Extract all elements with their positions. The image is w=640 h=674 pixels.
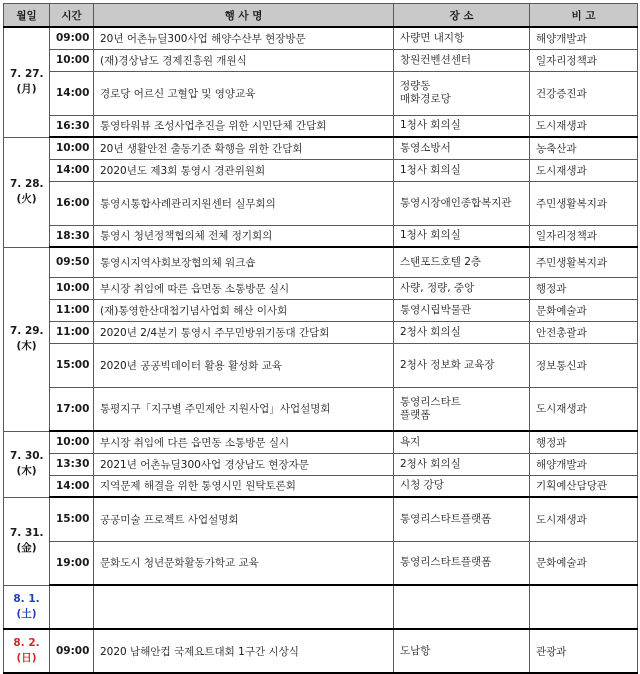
date-cell: [4, 497, 50, 585]
table-row: [4, 629, 638, 673]
table-row: [4, 299, 638, 321]
place-line: 2청사 회의실: [400, 325, 461, 338]
note-cell: 일자리정책과: [530, 225, 638, 247]
event-cell: 2020년 2/4분기 통영시 주무민방위기동대 간담회: [94, 321, 394, 343]
time-cell: 10:00: [50, 137, 94, 159]
place-cell: [394, 387, 530, 431]
table-row: [4, 225, 638, 247]
time-cell: 09:00: [50, 27, 94, 49]
table-row: [4, 431, 638, 453]
table-row: [4, 321, 638, 343]
header-place: 장 소: [394, 4, 530, 28]
place-line: 통영시장애인종합복지관: [400, 196, 512, 209]
event-cell: 20년 어촌뉴딜300사업 해양수산부 현장방문: [94, 27, 394, 49]
place-cell: [394, 27, 530, 49]
place-line: 1청사 회의실: [400, 163, 461, 176]
place-cell: [394, 431, 530, 453]
note-cell: 건강증진과: [530, 71, 638, 115]
place-cell: [394, 159, 530, 181]
header-event: 행 사 명: [94, 4, 394, 28]
place-cell: [394, 225, 530, 247]
table-row: [4, 247, 638, 277]
date-cell: [4, 247, 50, 431]
time-cell: 11:00: [50, 321, 94, 343]
table-row: [4, 343, 638, 387]
table-row: [4, 541, 638, 585]
place-cell: [394, 629, 530, 673]
event-cell: 2021년 어촌뉴딜300사업 경상남도 현장자문: [94, 453, 394, 475]
weekday-label: (土): [16, 607, 37, 620]
note-cell: 안전총괄과: [530, 321, 638, 343]
note-cell: 문화예술과: [530, 541, 638, 585]
time-cell: 09:50: [50, 247, 94, 277]
place-cell: [394, 453, 530, 475]
date-label: 8. 1.: [13, 592, 40, 605]
date-label: 7. 29.: [10, 325, 44, 337]
header-time: 시간: [50, 4, 94, 28]
place-cell: [394, 321, 530, 343]
event-cell: 부시장 취임에 다른 읍면동 소통방문 실시: [94, 431, 394, 453]
table-row: [4, 277, 638, 299]
date-cell: [4, 585, 50, 629]
event-cell: 경로당 어르신 고혈압 및 영양교육: [94, 71, 394, 115]
time-cell: 15:00: [50, 497, 94, 541]
time-cell: 16:30: [50, 115, 94, 137]
event-cell: 공공미술 프로젝트 사업설명회: [94, 497, 394, 541]
note-cell: 주민생활복지과: [530, 247, 638, 277]
place-cell: [394, 71, 530, 115]
event-cell: 통평지구「지구별 주민제안 지원사업」사업설명회: [94, 387, 394, 431]
table-row: [4, 453, 638, 475]
place-line: 1청사 회의실: [400, 229, 461, 242]
place-line: 1청사 회의실: [400, 119, 461, 132]
date-label: 7. 28.: [10, 178, 44, 190]
weekday-label: (火): [16, 193, 37, 205]
place-cell: [394, 541, 530, 585]
table-row: [4, 387, 638, 431]
time-cell: 10:00: [50, 277, 94, 299]
note-cell: 기획예산담당관: [530, 475, 638, 497]
note-cell: 행정과: [530, 277, 638, 299]
event-cell: (재)통영한산대첩기념사업회 해산 이사회: [94, 299, 394, 321]
time-cell: 19:00: [50, 541, 94, 585]
table-row: [4, 585, 638, 629]
place-line: 통영리스타트: [400, 395, 461, 408]
note-cell: 도시재생과: [530, 497, 638, 541]
place-line: 정량동: [400, 80, 431, 92]
place-line: 2청사 정보화 교육장: [400, 358, 495, 371]
place-line: 통영리스타트플랫폼: [400, 556, 492, 569]
place-line: 창원컨벤션센터: [400, 53, 472, 66]
time-cell: 14:00: [50, 475, 94, 497]
time-cell: 14:00: [50, 159, 94, 181]
time-cell: 13:30: [50, 453, 94, 475]
place-line: 통영시립박물관: [400, 303, 472, 316]
time-cell: 16:00: [50, 181, 94, 225]
place-line: 통영리스타트플랫폼: [400, 512, 492, 525]
place-cell: [394, 343, 530, 387]
note-cell: 해양개발과: [530, 453, 638, 475]
date-label: 7. 31.: [10, 527, 44, 539]
time-cell: [50, 585, 94, 629]
weekday-label: (金): [16, 542, 37, 554]
time-cell: 10:00: [50, 431, 94, 453]
header-date: 월일: [4, 4, 50, 28]
place-line: 사량, 정량, 중앙: [400, 281, 475, 294]
note-cell: 도시재생과: [530, 115, 638, 137]
note-cell: 문화예술과: [530, 299, 638, 321]
place-cell: [394, 247, 530, 277]
weekday-label: (木): [16, 465, 37, 477]
place-cell: [394, 137, 530, 159]
time-cell: 11:00: [50, 299, 94, 321]
event-cell: [94, 585, 394, 629]
schedule-body: [4, 27, 638, 673]
table-row: [4, 115, 638, 137]
place-cell: [394, 475, 530, 497]
place-cell: [394, 497, 530, 541]
event-cell: 20년 생활안전 출동기준 확행을 위한 간담회: [94, 137, 394, 159]
time-cell: 15:00: [50, 343, 94, 387]
date-label: 8. 2.: [13, 637, 40, 649]
table-row: [4, 159, 638, 181]
date-label: 7. 30.: [10, 450, 44, 462]
place-line: 시청 강당: [400, 479, 444, 492]
place-line: 2청사 회의실: [400, 457, 461, 470]
note-cell: [530, 585, 638, 629]
date-cell: [4, 27, 50, 137]
note-cell: 행정과: [530, 431, 638, 453]
place-cell: [394, 115, 530, 137]
time-cell: 14:00: [50, 71, 94, 115]
event-cell: 부시장 취임에 따른 읍면동 소통방문 실시: [94, 277, 394, 299]
event-cell: 문화도시 청년문화활동가학교 교육: [94, 541, 394, 585]
weekday-label: (月): [16, 83, 37, 96]
note-cell: 도시재생과: [530, 387, 638, 431]
note-cell: 관광과: [530, 629, 638, 673]
place-line: 통영소방서: [400, 141, 451, 154]
place-line: 플랫폼: [400, 408, 431, 421]
note-cell: 해양개발과: [530, 27, 638, 49]
place-cell: [394, 181, 530, 225]
table-row: [4, 497, 638, 541]
note-cell: 주민생활복지과: [530, 181, 638, 225]
place-cell: [394, 299, 530, 321]
place-cell: [394, 49, 530, 71]
note-cell: 농축산과: [530, 137, 638, 159]
time-cell: 09:00: [50, 629, 94, 673]
weekday-label: (木): [16, 340, 37, 352]
table-row: [4, 71, 638, 115]
place-line: 매화경로당: [400, 93, 451, 105]
place-cell: [394, 277, 530, 299]
time-cell: 17:00: [50, 387, 94, 431]
table-row: [4, 475, 638, 497]
event-cell: 통영타워뷰 조성사업추진을 위한 시민단체 간담회: [94, 115, 394, 137]
header-note: 비 고: [530, 4, 638, 28]
event-cell: 통영시통합사례관리지원센터 실무회의: [94, 181, 394, 225]
event-cell: 통영시지역사회보장협의체 워크숍: [94, 247, 394, 277]
note-cell: 일자리정책과: [530, 49, 638, 71]
place-line: 사량면 내지항: [400, 31, 465, 44]
header-row: [4, 4, 638, 28]
event-cell: 통영시 청년정책협의체 전체 정기회의: [94, 225, 394, 247]
table-row: [4, 27, 638, 49]
event-cell: 2020년도 제3회 통영시 경관위원회: [94, 159, 394, 181]
place-line: 욕지: [400, 435, 421, 448]
table-row: [4, 137, 638, 159]
time-cell: 18:30: [50, 225, 94, 247]
date-cell: [4, 629, 50, 673]
time-cell: 10:00: [50, 49, 94, 71]
event-cell: 2020 남해안컵 국제요트대회 1구간 시상식: [94, 629, 394, 673]
schedule-table: [3, 3, 638, 674]
table-row: [4, 181, 638, 225]
date-label: 7. 27.: [10, 68, 44, 81]
note-cell: 도시재생과: [530, 159, 638, 181]
place-line: 도남항: [400, 644, 431, 657]
place-cell: [394, 585, 530, 629]
event-cell: 2020년 공공빅데이터 활용 활성화 교육: [94, 343, 394, 387]
weekday-label: (日): [16, 652, 37, 664]
note-cell: 정보통신과: [530, 343, 638, 387]
event-cell: 지역문제 해결을 위한 통영시민 원탁토론회: [94, 475, 394, 497]
date-cell: [4, 137, 50, 247]
date-cell: [4, 431, 50, 497]
event-cell: (재)경상남도 경제진흥원 개원식: [94, 49, 394, 71]
table-row: [4, 49, 638, 71]
place-line: 스탠포드호텔 2층: [400, 255, 482, 268]
